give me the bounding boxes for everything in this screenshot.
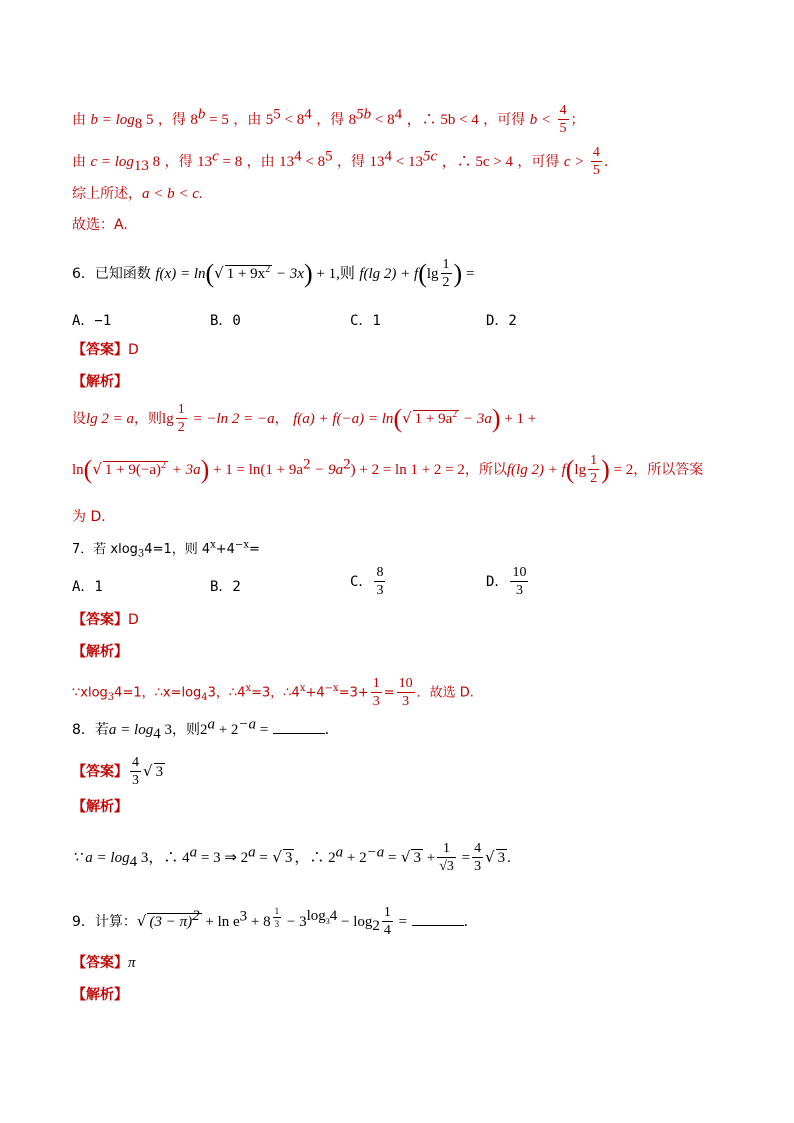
math: 8 [190, 112, 198, 128]
numerator: 4 [132, 755, 139, 770]
numerator: 1 [590, 453, 598, 468]
analysis-tag: 【解析】 [72, 987, 128, 1003]
q8-answer [72, 756, 165, 788]
fraction [558, 104, 569, 136]
denominator: 3 [402, 694, 410, 709]
answer-value: D [128, 342, 139, 358]
numerator: 1 [442, 257, 450, 272]
math: = [457, 850, 471, 866]
math: = −ln 2 = −a [188, 411, 275, 427]
math: log [306, 908, 326, 925]
math-sup: 2 [302, 456, 311, 473]
fraction [374, 566, 385, 598]
answer-blank [273, 733, 325, 734]
math: c = log [90, 154, 134, 170]
math-sub: 3 [137, 548, 145, 560]
q6-solution-line-3: 为 D. [72, 509, 106, 525]
math: 8 [148, 154, 161, 170]
radical-sign: √ [136, 912, 147, 930]
math: 1 + 9x [226, 266, 266, 282]
math: ∵ a = log [72, 850, 130, 866]
math-sup: a [207, 716, 215, 733]
q8-solution [72, 842, 511, 874]
math-sup [271, 905, 284, 929]
answer-value: π [128, 955, 136, 971]
math-sup: 4 [304, 106, 312, 123]
paren: ) [601, 455, 610, 484]
math: 13 [279, 154, 295, 170]
math: < 8 [280, 112, 305, 128]
fraction [591, 146, 602, 178]
math-sup: x [299, 683, 306, 695]
paren: ( [393, 404, 403, 433]
radicand: 3 [284, 850, 293, 866]
numerator: 10 [512, 565, 527, 580]
math: f(lg 2) + f [506, 462, 566, 478]
math: − 9a [310, 462, 344, 478]
math: 13 [197, 154, 213, 170]
radical-sign: √ [272, 848, 282, 866]
denominator: 3 [274, 918, 280, 929]
text: ， [274, 411, 289, 427]
math: 5 [265, 112, 274, 128]
radical-sign: √ [485, 848, 495, 866]
math: − 3 [283, 914, 307, 930]
math-sub: 4 [153, 725, 161, 742]
q7-answer [72, 610, 139, 630]
text: 4=1，则 4 [144, 542, 211, 557]
paren: ) [303, 259, 313, 288]
math: lg [162, 411, 174, 427]
solution-line-c [72, 146, 608, 178]
answer-tag: 【答案】 [72, 612, 128, 628]
q6-option-a: A．−1 [72, 313, 112, 329]
math-sup: 3 [239, 908, 248, 925]
math: = [462, 266, 475, 282]
q7-analysis-tag [72, 642, 128, 662]
math: ，∴ 5b < 4 [406, 112, 479, 128]
math: (3 − π) [149, 914, 193, 930]
math-sup: 2 [452, 409, 458, 420]
text: ，则 [171, 722, 200, 738]
numerator: 8 [376, 565, 384, 580]
math: 3 [160, 722, 172, 738]
text: ．故选 D. [416, 685, 474, 701]
math: 4 [329, 908, 338, 925]
question-label: 7．若 xlog [72, 542, 138, 557]
numerator: 4 [474, 841, 482, 856]
math-sup: 2 [192, 908, 200, 924]
text: ，所以 [464, 462, 507, 478]
math-sup: 4 [394, 106, 403, 123]
math: ) + 2 = ln 1 + 2 = 2 [350, 462, 465, 478]
text: 4=1，∴x=log [114, 685, 202, 701]
numerator: 4 [592, 145, 600, 160]
math: − log [337, 914, 373, 930]
math-sup: c [212, 148, 219, 165]
math: + 8 [247, 914, 271, 930]
paren: ( [418, 259, 427, 288]
math-sup: 2 [160, 460, 166, 471]
text: ∵xlog [72, 685, 108, 701]
radicand [103, 461, 168, 478]
text: ，则 [134, 411, 163, 427]
question-label: 8．若 [72, 722, 109, 738]
math: < 13 [391, 154, 423, 170]
analysis-tag: 【解析】 [72, 374, 128, 390]
math: ，∴ 5c > 4 [441, 154, 513, 170]
math: ，∴ 2 [294, 850, 336, 866]
text: ，由 [246, 154, 275, 170]
numerator: 10 [398, 676, 413, 691]
fraction [510, 566, 528, 598]
text: 综上所述， [72, 186, 142, 202]
text: =3+ [338, 685, 369, 701]
fraction [176, 403, 187, 435]
math: = 2 [609, 462, 634, 478]
text: ； [570, 112, 585, 128]
math: − 3a [459, 411, 492, 427]
math-sup: b [197, 106, 206, 123]
denominator: 3 [132, 773, 139, 788]
numerator: 1 [437, 842, 456, 858]
math-sup: 2 [265, 264, 271, 275]
math-sub: 3 [107, 692, 115, 704]
math: lg [574, 462, 587, 478]
math: b = log [90, 112, 135, 128]
math: + 1,则 [312, 266, 355, 282]
math: = 5 [205, 112, 229, 128]
text: ． [463, 914, 478, 930]
math: + 2 [214, 722, 239, 738]
text: ，得 [157, 112, 186, 128]
q7-option-a: A．1 [72, 579, 103, 595]
math-sup: 5 [325, 148, 333, 165]
radicand [147, 908, 201, 930]
math-sup: −x [234, 539, 249, 551]
question-label: 6．已知函数 [72, 266, 151, 282]
text: ，得 [164, 154, 193, 170]
text: 由 [72, 112, 86, 128]
math: + [422, 850, 436, 866]
text: 3，∴4 [207, 685, 246, 701]
denominator: 3 [372, 694, 380, 709]
q7-option-b: B．2 [210, 579, 241, 595]
radical-sign: √ [214, 264, 224, 282]
denominator: 3 [474, 859, 482, 874]
math: + 2 [343, 850, 367, 866]
math-sup: 5 [273, 106, 281, 123]
math: b < [529, 112, 552, 128]
math: 3，∴ 4 [137, 850, 190, 866]
q6-answer [72, 340, 139, 360]
numerator: 1 [383, 905, 391, 920]
solution-line-b [72, 104, 585, 136]
numerator: 1 [274, 905, 280, 916]
numerator: 1 [372, 676, 380, 691]
q6-option-d: D．2 [486, 313, 517, 329]
answer-tag: 【答案】 [72, 955, 128, 971]
text: ，由 [233, 112, 262, 128]
radicand [225, 265, 272, 282]
q6-option-b: B．0 [210, 313, 241, 329]
math: 13 [369, 154, 385, 170]
q6-solution-line-2 [72, 454, 703, 486]
radical-sign: √ [402, 409, 412, 427]
math-sup: 5b [356, 106, 372, 123]
q7-solution [72, 677, 474, 709]
math: . [507, 850, 511, 866]
text: = [248, 542, 260, 557]
answer-blank [412, 925, 464, 926]
math-sup: a [248, 844, 256, 861]
paren: ( [83, 455, 93, 484]
math: = [394, 914, 408, 930]
math: < 8 [371, 112, 395, 128]
q6-analysis-tag [72, 372, 128, 392]
denominator: 2 [590, 471, 598, 486]
text: . [603, 154, 609, 170]
math-sup: x [210, 539, 216, 551]
radicand: 3 [155, 764, 164, 780]
math-sub: 8 [134, 115, 143, 132]
math: + ln e [201, 914, 240, 930]
text: ，所以答案 [633, 462, 704, 478]
text: +4 [305, 685, 325, 701]
text: ． [324, 722, 339, 738]
question-9 [72, 906, 478, 938]
radical-sign: √ [92, 460, 102, 478]
question-label: 9．计算： [72, 914, 137, 930]
fraction [371, 677, 382, 709]
math: a = log [108, 722, 154, 738]
math: + 3a [167, 462, 201, 478]
math-sub: 2 [372, 917, 380, 934]
math-sup: 4 [294, 148, 302, 165]
text: ，得 [316, 112, 345, 128]
denominator: 2 [442, 275, 450, 290]
text: =3，∴4 [251, 685, 300, 701]
q7-option-d [486, 566, 530, 598]
math: = [255, 850, 268, 866]
question-6 [72, 258, 474, 290]
math-sub: 13 [133, 157, 149, 174]
q6-option-c: C．1 [350, 313, 381, 329]
denominator: 5 [592, 163, 600, 178]
math: lg 2 = a [86, 411, 135, 427]
math-sup: 2 [343, 456, 351, 473]
paren: ) [453, 259, 463, 288]
fraction [382, 906, 393, 938]
option-label: D． [486, 574, 509, 590]
denominator: 2 [177, 420, 185, 435]
paren: ) [200, 455, 210, 484]
radicand: 3 [413, 850, 421, 866]
math-sup: x [245, 683, 252, 695]
answer-value: D [128, 612, 139, 628]
math: = [384, 850, 397, 866]
math-sup [306, 908, 338, 927]
question-7 [72, 540, 260, 560]
math: ln [72, 462, 84, 478]
option-label: C． [350, 574, 373, 590]
answer-tag: 【答案】 [72, 342, 128, 358]
analysis-tag: 【解析】 [72, 799, 128, 815]
math-sub: 3 [325, 917, 330, 927]
denominator: 3 [376, 583, 384, 598]
math: 2 [199, 722, 208, 738]
summary-line [72, 184, 203, 204]
text: +4 [215, 542, 235, 557]
math: = 3 ⇒ 2 [197, 850, 249, 866]
math-sup: −a [366, 844, 385, 861]
paren: ( [205, 259, 215, 288]
math: 1 + 9(−a) [104, 462, 161, 478]
paren: ) [491, 404, 501, 433]
radical-sign: √ [400, 848, 411, 866]
math: + 1 = ln(1 + 9a [209, 462, 303, 478]
denominator: 3 [515, 583, 523, 598]
q9-analysis-tag [72, 985, 128, 1005]
math: 1 + 9a [414, 411, 453, 427]
answer-tag: 【答案】 [72, 764, 128, 780]
text: . [198, 186, 203, 202]
denominator: √3 [439, 859, 454, 874]
text: ，可得 [483, 112, 526, 128]
math: 8 [348, 112, 357, 128]
math: a < b < c [142, 186, 199, 202]
math: = [256, 722, 269, 738]
math: lg [426, 266, 439, 282]
question-8 [72, 716, 339, 742]
text: ，可得 [517, 154, 560, 170]
math-sup: 5c [422, 148, 438, 165]
radicand: 3 [497, 850, 506, 866]
choose-line: 故选：A. [72, 217, 128, 233]
math: + 1 + [500, 411, 537, 427]
numerator: 4 [559, 103, 567, 118]
denominator: 4 [383, 923, 391, 938]
math: 5 [142, 112, 154, 128]
math: f(x) = ln [155, 266, 206, 282]
math: − 3x [272, 266, 304, 282]
text: ，得 [337, 154, 366, 170]
text: 由 [72, 154, 86, 170]
math: c > [563, 154, 585, 170]
math-sub: 4 [201, 692, 208, 704]
fraction [441, 258, 452, 290]
math: f(a) + f(−a) = ln [293, 411, 394, 427]
math: f(lg 2) + f [359, 266, 419, 282]
q7-option-c [350, 566, 387, 598]
math-sup: −a [238, 716, 257, 733]
q6-solution-line-1 [72, 403, 536, 435]
math-sup: a [335, 844, 344, 861]
paren: ( [565, 455, 575, 484]
text: 设 [72, 411, 86, 427]
q8-analysis-tag [72, 797, 128, 817]
math: < 8 [301, 154, 326, 170]
fraction [472, 842, 483, 874]
fraction [437, 842, 456, 874]
fraction [273, 907, 282, 929]
numerator: 1 [177, 402, 185, 417]
q9-answer [72, 953, 136, 973]
math: = 8 [218, 154, 243, 170]
math-sup: a [189, 844, 198, 861]
fraction [588, 454, 599, 486]
fraction [397, 677, 415, 709]
math-sub: 4 [129, 853, 138, 870]
fraction [130, 756, 141, 788]
radicand [413, 410, 460, 427]
math-sup: 4 [384, 148, 392, 165]
math-sup: −x [324, 683, 339, 695]
denominator: 5 [559, 121, 567, 136]
text: = [383, 685, 395, 701]
analysis-tag: 【解析】 [72, 644, 128, 660]
radical-sign: √ [143, 762, 153, 780]
